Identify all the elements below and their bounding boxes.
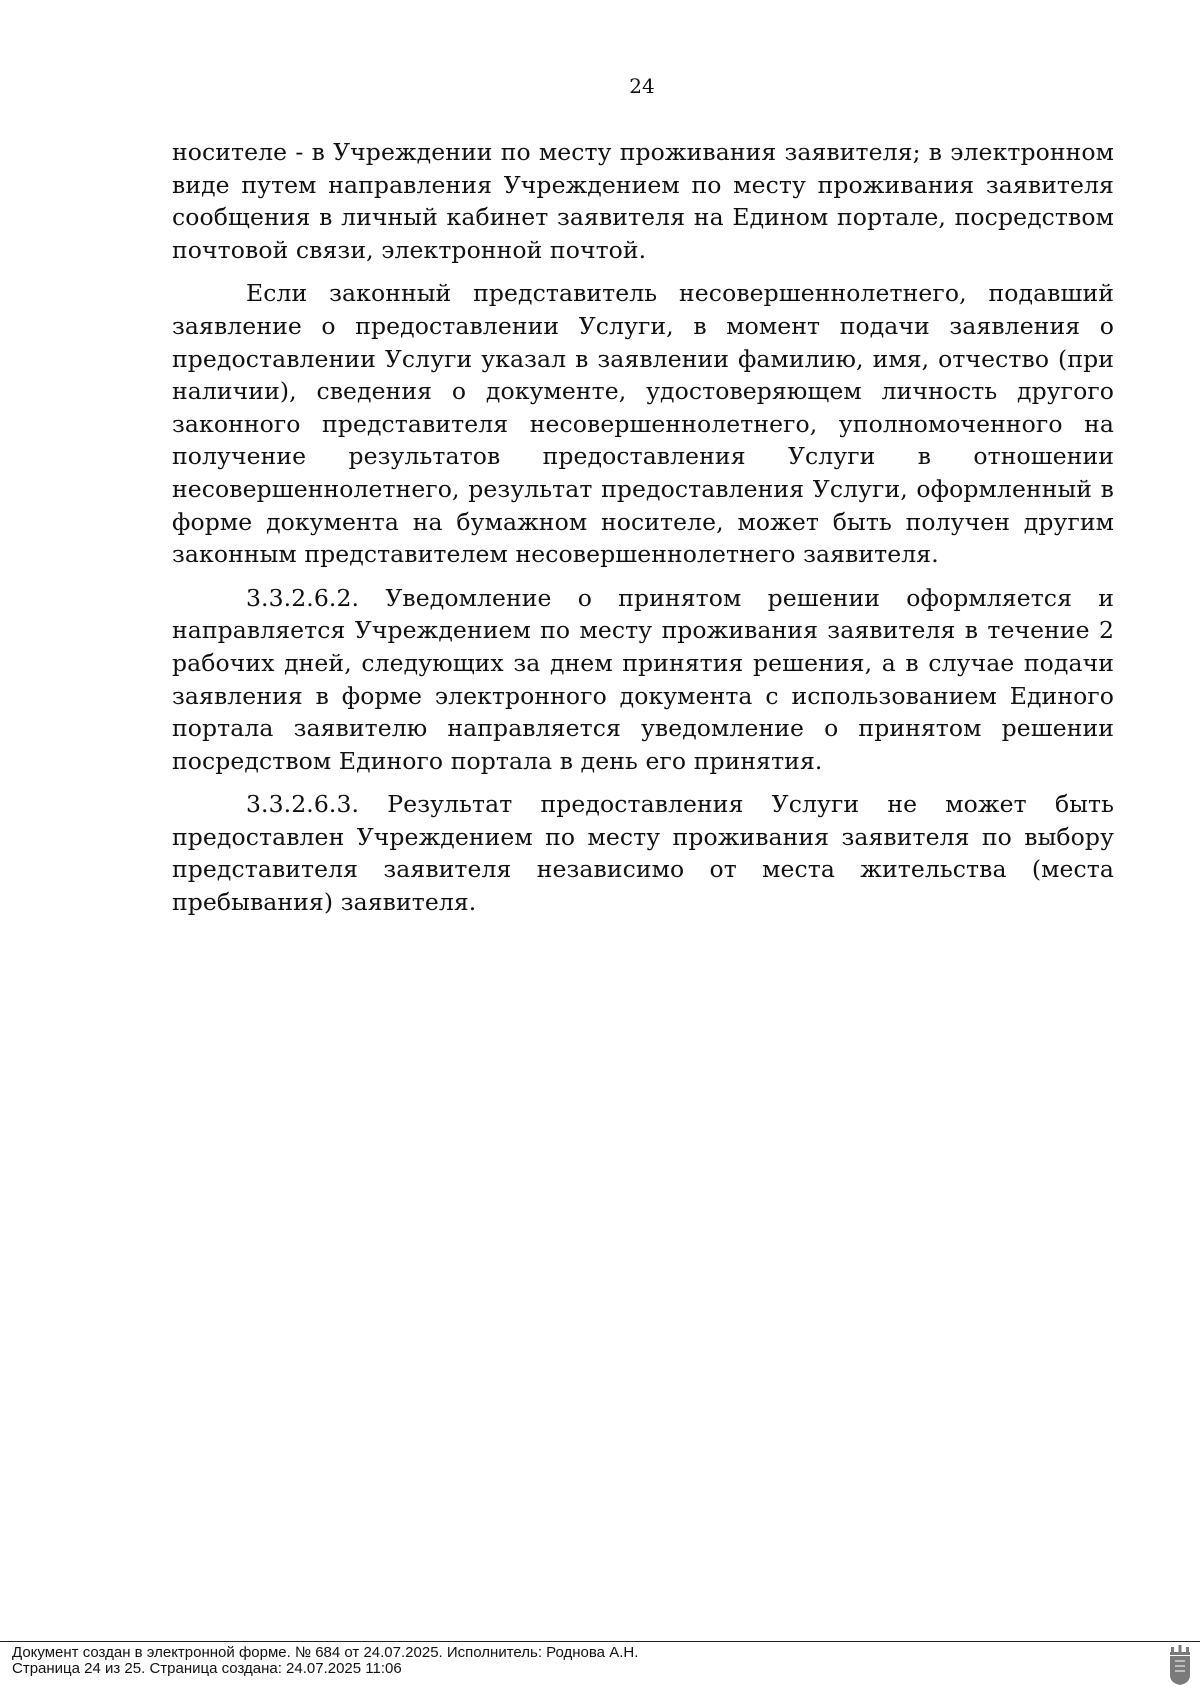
paragraph-legal-representative: Если законный представитель несовершеннолетнего, подавший заявление о предоставлении Услуги, в момент подачи заявления о предоставлении Услуги указал в заявлении фамилию, имя, отчество (при наличии), сведения о документе, удостоверяющем личность другого законного представителя несовершеннолетнего, уполномоченного на получение результатов предоставления Услуги в отношении несовершеннолетнего, результат предоставления Услуги, оформленный в форме документа на бумажном носителе, может быть получен другим законным представителем несовершеннолетнего заявителя. (172, 279, 1114, 569)
footer (12, 1645, 638, 1677)
page-number: 24 (629, 74, 655, 98)
coat-of-arms-icon (1168, 1645, 1192, 1685)
paragraph-continuation: носителе - в Учреждении по месту проживания заявителя; в электронном виде путем направления Учреждением по месту проживания заявителя сообщения в личный кабинет заявителя на Едином портале, посредством почтовой связи, электронной почтой. (172, 138, 1114, 264)
footer-divider (0, 1641, 1200, 1642)
footer-document-info: Документ создан в электронной форме. № 684 от 24.07.2025. Исполнитель: Роднова А.Н. (12, 1644, 639, 1661)
document-body (172, 136, 1114, 930)
paragraph-3-3-2-6-2: 3.3.2.6.2. Уведомление о принятом решении оформляется и направляется Учреждением по месту проживания заявителя в течение 2 рабочих дней, следующих за днем принятия решения, а в случае подачи заявления в форме электронного документа с использованием Единого портала заявителю направляется уведомление о принятом решении посредством Единого портала в день его принятия. (172, 583, 1114, 775)
footer-page-info: Страница 24 из 25. Страница создана: 24.07.2025 11:06 (12, 1660, 402, 1677)
paragraph-3-3-2-6-3: 3.3.2.6.3. Результат предоставления Услуги не может быть предоставлен Учреждением по месту проживания заявителя по выбору представителя заявителя независимо от места жительства (места пребывания) заявителя. (172, 790, 1114, 917)
